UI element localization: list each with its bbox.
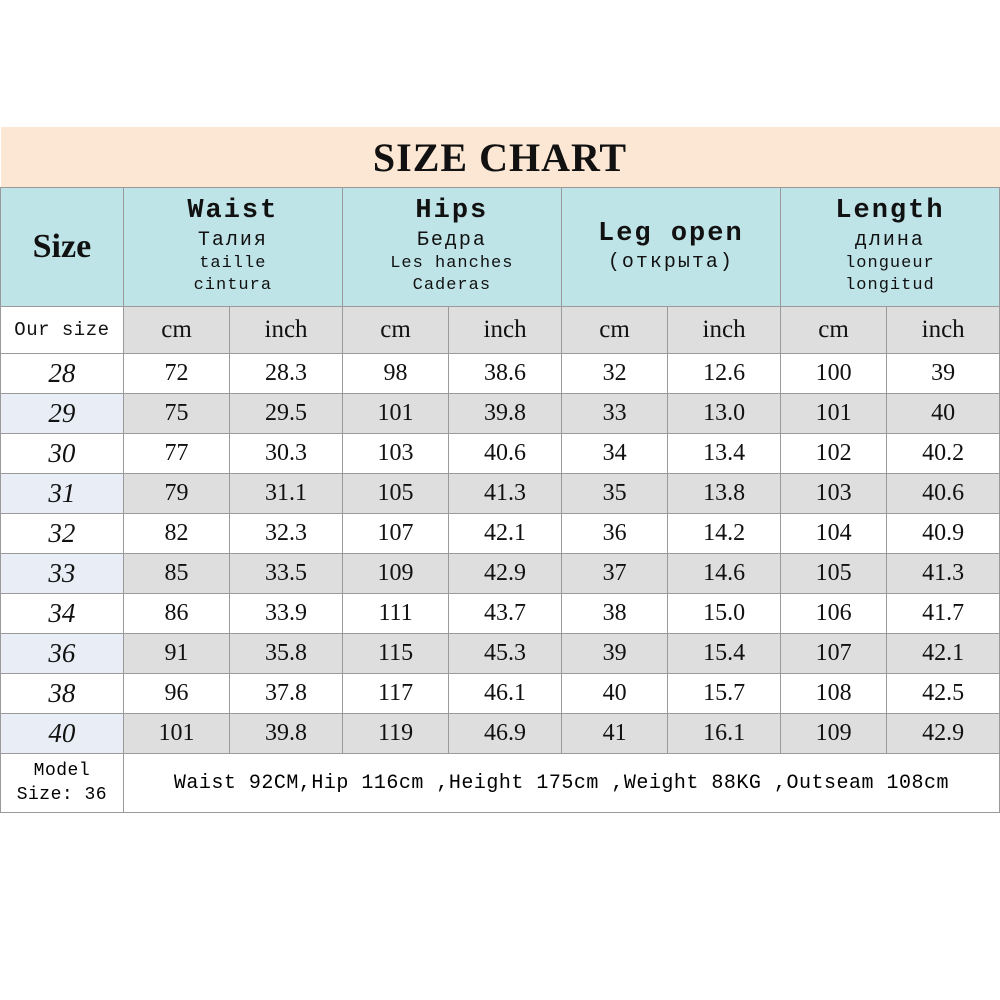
cell-hips-cm: 103 — [342, 434, 448, 474]
cell-length-cm: 104 — [780, 514, 886, 554]
cell-leg-inch: 15.4 — [668, 634, 781, 674]
header-hips-es: Caderas — [412, 276, 492, 296]
unit-hips-cm: cm — [342, 307, 448, 354]
cell-leg-inch: 15.7 — [668, 674, 781, 714]
header-length-es: longitud — [845, 276, 935, 296]
row-size: 38 — [1, 674, 124, 714]
cell-waist-inch: 29.5 — [230, 394, 343, 434]
cell-length-cm: 107 — [780, 634, 886, 674]
unit-leg-cm: cm — [561, 307, 667, 354]
cell-waist-inch: 33.5 — [230, 554, 343, 594]
cell-hips-cm: 111 — [342, 594, 448, 634]
cell-length-inch: 40.2 — [887, 434, 1000, 474]
cell-hips-inch: 41.3 — [449, 474, 562, 514]
cell-hips-cm: 107 — [342, 514, 448, 554]
cell-waist-inch: 32.3 — [230, 514, 343, 554]
table-row — [1, 514, 1000, 554]
cell-leg-inch: 13.8 — [668, 474, 781, 514]
unit-waist-inch: inch — [230, 307, 343, 354]
table-row — [1, 674, 1000, 714]
cell-leg-cm: 36 — [561, 514, 667, 554]
cell-leg-inch: 16.1 — [668, 714, 781, 754]
cell-hips-cm: 117 — [342, 674, 448, 714]
cell-waist-inch: 30.3 — [230, 434, 343, 474]
cell-hips-inch: 45.3 — [449, 634, 562, 674]
cell-hips-cm: 119 — [342, 714, 448, 754]
row-size: 40 — [1, 714, 124, 754]
cell-leg-cm: 35 — [561, 474, 667, 514]
cell-length-inch: 40.9 — [887, 514, 1000, 554]
unit-length-cm: cm — [780, 307, 886, 354]
cell-leg-cm: 40 — [561, 674, 667, 714]
cell-waist-cm: 91 — [123, 634, 229, 674]
cell-hips-inch: 46.9 — [449, 714, 562, 754]
header-length-en: Length — [835, 196, 945, 227]
row-size: 33 — [1, 554, 124, 594]
cell-hips-inch: 38.6 — [449, 354, 562, 394]
cell-length-inch: 42.5 — [887, 674, 1000, 714]
cell-length-inch: 39 — [887, 354, 1000, 394]
cell-length-inch: 42.1 — [887, 634, 1000, 674]
row-size: 28 — [1, 354, 124, 394]
header-row — [1, 188, 1000, 307]
cell-leg-inch: 13.4 — [668, 434, 781, 474]
cell-waist-cm: 75 — [123, 394, 229, 434]
cell-leg-inch: 14.2 — [668, 514, 781, 554]
row-size: 31 — [1, 474, 124, 514]
cell-leg-cm: 33 — [561, 394, 667, 434]
header-waist-ru: Талия — [197, 229, 268, 253]
table-row — [1, 594, 1000, 634]
cell-leg-cm: 41 — [561, 714, 667, 754]
cell-waist-inch: 39.8 — [230, 714, 343, 754]
table-row — [1, 394, 1000, 434]
cell-length-inch: 40.6 — [887, 474, 1000, 514]
title-row — [1, 127, 1000, 188]
cell-hips-inch: 42.9 — [449, 554, 562, 594]
cell-length-cm: 103 — [780, 474, 886, 514]
cell-hips-cm: 109 — [342, 554, 448, 594]
row-size: 32 — [1, 514, 124, 554]
cell-length-inch: 42.9 — [887, 714, 1000, 754]
model-size-label — [1, 754, 124, 813]
unit-leg-inch: inch — [668, 307, 781, 354]
header-legopen-ru: (открыта) — [607, 251, 734, 275]
cell-waist-cm: 77 — [123, 434, 229, 474]
cell-waist-cm: 86 — [123, 594, 229, 634]
cell-waist-cm: 72 — [123, 354, 229, 394]
table-row — [1, 554, 1000, 594]
unit-hips-inch: inch — [449, 307, 562, 354]
header-group-hips — [342, 188, 561, 307]
header-group-leg-open — [561, 188, 780, 307]
cell-length-inch: 41.3 — [887, 554, 1000, 594]
model-label-line1: Model — [33, 760, 91, 781]
table-row — [1, 474, 1000, 514]
model-measurements: Waist 92CM,Hip 116cm ,Height 175cm ,Weight 88KG ,Outseam 108cm — [123, 754, 999, 813]
cell-leg-inch: 13.0 — [668, 394, 781, 434]
unit-row — [1, 307, 1000, 354]
cell-waist-cm: 79 — [123, 474, 229, 514]
cell-leg-cm: 37 — [561, 554, 667, 594]
cell-waist-cm: 96 — [123, 674, 229, 714]
cell-length-cm: 108 — [780, 674, 886, 714]
cell-length-cm: 105 — [780, 554, 886, 594]
cell-hips-cm: 115 — [342, 634, 448, 674]
header-hips-ru: Бедра — [416, 229, 487, 253]
header-waist-fr: taille — [199, 254, 267, 274]
cell-hips-inch: 46.1 — [449, 674, 562, 714]
cell-leg-cm: 32 — [561, 354, 667, 394]
cell-waist-cm: 85 — [123, 554, 229, 594]
cell-leg-inch: 12.6 — [668, 354, 781, 394]
cell-waist-inch: 28.3 — [230, 354, 343, 394]
table-row — [1, 634, 1000, 674]
header-waist-es: cintura — [193, 276, 273, 296]
size-chart-table — [0, 127, 1000, 813]
cell-hips-cm: 105 — [342, 474, 448, 514]
row-size: 30 — [1, 434, 124, 474]
cell-length-cm: 102 — [780, 434, 886, 474]
cell-leg-cm: 39 — [561, 634, 667, 674]
cell-length-cm: 100 — [780, 354, 886, 394]
header-group-waist — [123, 188, 342, 307]
cell-waist-cm: 82 — [123, 514, 229, 554]
header-waist-en: Waist — [187, 196, 279, 227]
cell-hips-inch: 39.8 — [449, 394, 562, 434]
page-title: SIZE CHART — [1, 127, 1000, 188]
cell-waist-inch: 33.9 — [230, 594, 343, 634]
cell-hips-inch: 43.7 — [449, 594, 562, 634]
cell-leg-cm: 38 — [561, 594, 667, 634]
header-size-label: Size — [1, 188, 124, 307]
unit-length-inch: inch — [887, 307, 1000, 354]
cell-length-cm: 101 — [780, 394, 886, 434]
header-length-ru: длина — [854, 229, 925, 253]
model-label-line2: Size: 36 — [16, 785, 108, 805]
cell-waist-inch: 35.8 — [230, 634, 343, 674]
cell-hips-inch: 40.6 — [449, 434, 562, 474]
unit-waist-cm: cm — [123, 307, 229, 354]
row-size: 36 — [1, 634, 124, 674]
unit-our-size: Our size — [1, 307, 124, 354]
cell-waist-inch: 31.1 — [230, 474, 343, 514]
cell-leg-cm: 34 — [561, 434, 667, 474]
size-chart-container — [0, 127, 1000, 813]
header-hips-fr: Les hanches — [390, 254, 514, 274]
table-row — [1, 354, 1000, 394]
cell-waist-inch: 37.8 — [230, 674, 343, 714]
model-row — [1, 754, 1000, 813]
cell-leg-inch: 15.0 — [668, 594, 781, 634]
header-length-fr: longueur — [845, 254, 935, 274]
cell-length-cm: 106 — [780, 594, 886, 634]
table-row — [1, 434, 1000, 474]
header-legopen-en: Leg open — [598, 218, 744, 249]
header-group-length — [780, 188, 999, 307]
row-size: 29 — [1, 394, 124, 434]
cell-length-inch: 40 — [887, 394, 1000, 434]
row-size: 34 — [1, 594, 124, 634]
cell-hips-cm: 98 — [342, 354, 448, 394]
header-hips-en: Hips — [415, 196, 489, 227]
table-row — [1, 714, 1000, 754]
cell-hips-cm: 101 — [342, 394, 448, 434]
cell-hips-inch: 42.1 — [449, 514, 562, 554]
cell-length-inch: 41.7 — [887, 594, 1000, 634]
cell-waist-cm: 101 — [123, 714, 229, 754]
cell-length-cm: 109 — [780, 714, 886, 754]
cell-leg-inch: 14.6 — [668, 554, 781, 594]
